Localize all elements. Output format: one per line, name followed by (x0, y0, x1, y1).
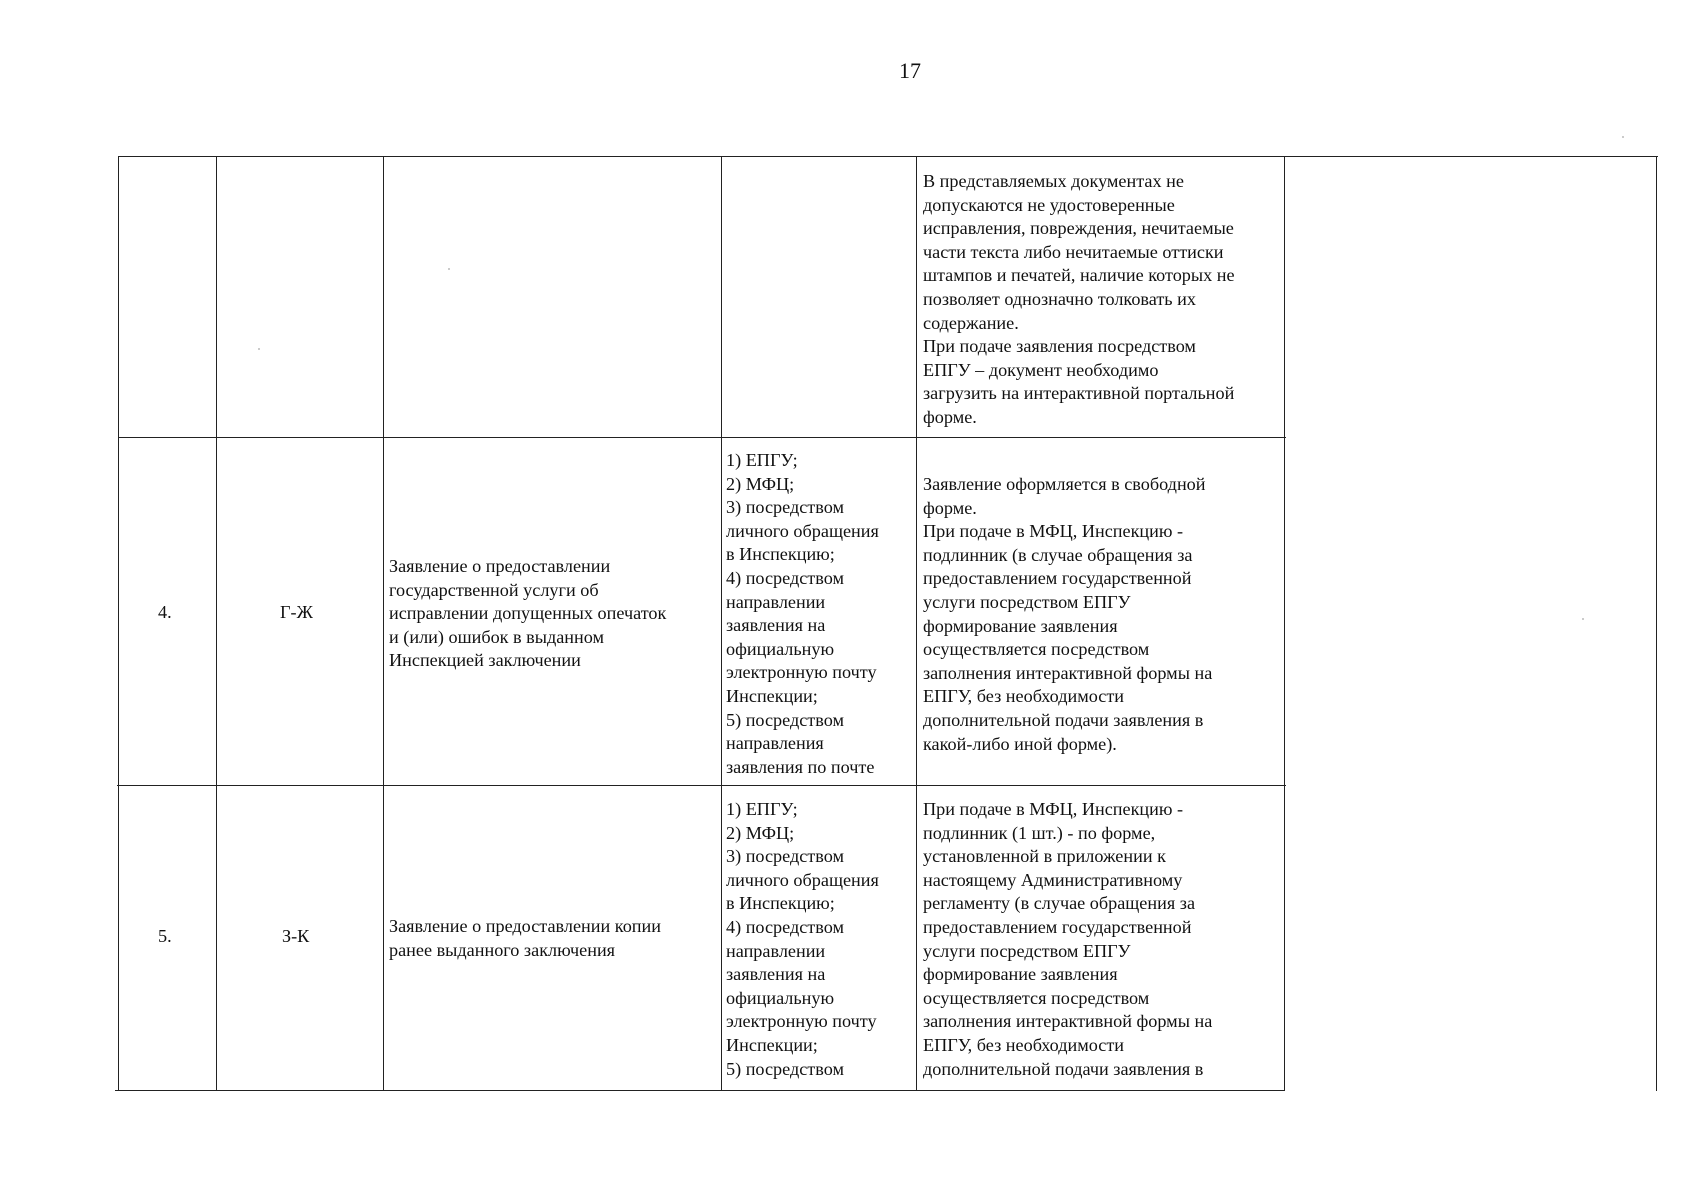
row2-requirements: Заявление оформляется в свободной форме. При подаче в МФЦ, Инспекцию - подлинник (в случае обращения за предоставлением государственной услуги посредством ЕПГУ формирование заявления осуществляется посредством заполнения интерактивной формы на ЕПГУ, без необходимости дополнительной подачи заявления в какой-либо иной форме). (923, 474, 1213, 754)
row2-submission-methods: 1) ЕПГУ; 2) МФЦ; 3) посредством личного обращения в Инспекцию; 4) посредством направлении заявления на официальную электронную почту Инспекции; 5) посредством направления заявления по почте (726, 450, 879, 777)
row1-requirements: В представляемых документах не допускаются не удостоверенные исправления, повреждения, нечитаемые части текста либо нечитаемые оттиски штампов и печатей, наличие которых не позволяет однозначно толковать их содержание. При подаче заявления посредством ЕПГУ – документ необходимо загрузить на интерактивной портальной форме. (923, 171, 1235, 427)
row3-number: 5. (158, 926, 172, 946)
scan-speck (1622, 136, 1624, 138)
scan-speck (1582, 618, 1584, 620)
table-top-border (118, 156, 1658, 157)
col-border-right (1656, 156, 1657, 1091)
scan-speck (258, 348, 260, 350)
col-border-methods (916, 156, 917, 1091)
col-border-left (118, 156, 119, 1091)
page-number: 17 (899, 58, 921, 83)
row2-code: Г-Ж (280, 602, 313, 622)
row-divider-2 (117, 785, 1286, 786)
row3-code: З-К (282, 926, 310, 946)
col-border-code (383, 156, 384, 1091)
row3-submission-methods: 1) ЕПГУ; 2) МФЦ; 3) посредством личного обращения в Инспекцию; 4) посредством направлении заявления на официальную электронную почту Инспекции; 5) посредством (726, 799, 879, 1079)
row2-document-name: Заявление о предоставлении государственной услуги об исправлении допущенных опечаток и (или) ошибок в выданном Инспекцией заключении (389, 556, 667, 671)
scan-speck (448, 268, 450, 270)
table-bottom-border (115, 1090, 1285, 1091)
row3-requirements: При подаче в МФЦ, Инспекцию - подлинник (1 шт.) - по форме, установленной в приложении к настоящему Административному регламенту (в случае обращения за предоставлением государственной услуги посредством ЕПГУ формирование заявления осуществляется посредством заполнения интерактивной формы на ЕПГУ, без необходимости дополнительной подачи заявления в (923, 799, 1213, 1079)
col-border-num (216, 156, 217, 1091)
row3-document-name: Заявление о предоставлении копии ранее выданного заключения (389, 916, 661, 960)
row-divider-1 (118, 437, 1286, 438)
col-border-requirements (1284, 156, 1285, 1091)
row2-number: 4. (158, 602, 172, 622)
col-border-name (721, 156, 722, 1091)
